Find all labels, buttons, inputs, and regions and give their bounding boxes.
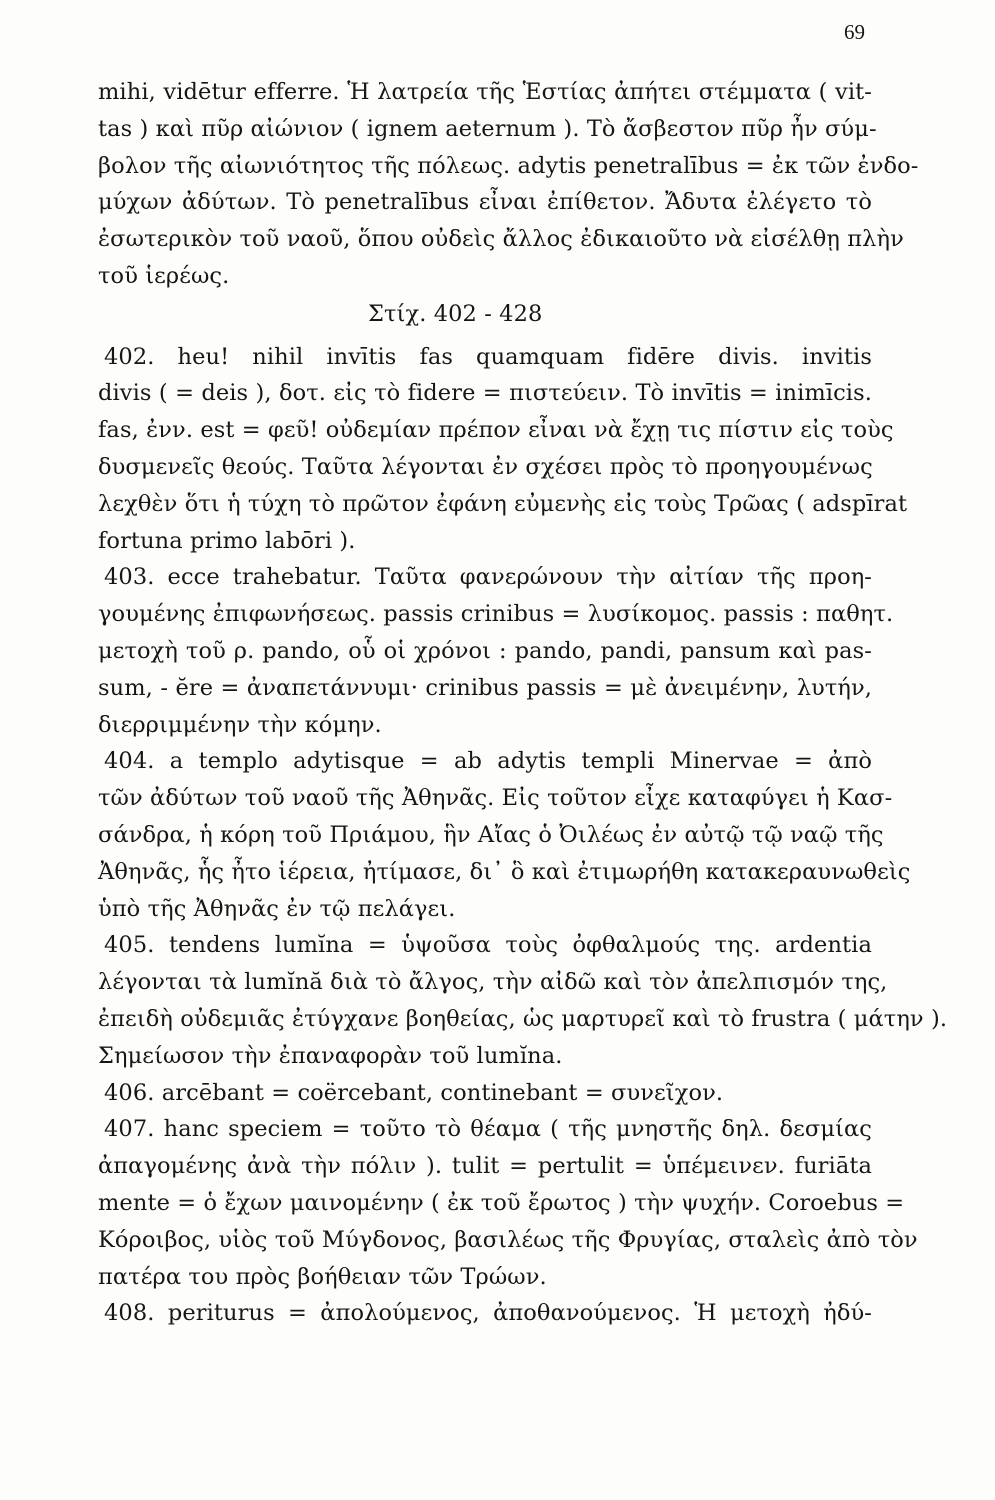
text-line: πατέρα του πρὸς βοήθειαν τῶν Τρώων. [98, 1263, 547, 1290]
text-line: fortuna primo labōri ). [98, 527, 356, 554]
text-line: δυσμενεῖς θεούς. Ταῦτα λέγονται ἐν σχέσει πρὸς τὸ προηγουμένως [98, 453, 873, 480]
verse-note-405: 405. tendens lumĭna = ὑψοῦσα τοὺς ὀφθαλμούς της. ardentia [104, 932, 872, 959]
text-line: μετοχὴ τοῦ ρ. pando, οὗ οἱ χρόνοι : pando, pandi, pansum καὶ pas- [98, 637, 872, 664]
text-line: ἐσωτερικὸν τοῦ ναοῦ, ὅπου οὐδεὶς ἄλλος ἐδικαιοῦτο νὰ εἰσέλθῃ πλὴν [98, 226, 904, 253]
verse-note-406: 406. arcēbant = coërcebant, continebant = συνεῖχον. [104, 1079, 724, 1106]
section-heading: Στίχ. 402 - 428 [368, 300, 543, 327]
text-line: Ἀθηνᾶς, ἧς ἦτο ἱέρεια, ἠτίμασε, δι᾽ ὃ καὶ ἐτιμωρήθη κατακεραυνωθεὶς [98, 858, 911, 885]
text-line: ἐπειδὴ οὐδεμιᾶς ἐτύγχανε βοηθείας, ὡς μαρτυρεῖ καὶ τὸ frustra ( μάτην ). [98, 1005, 948, 1032]
text-line: fas, ἐνν. est = φεῦ! οὐδεμίαν πρέπον εἶναι νὰ ἔχῃ τις πίστιν εἰς τοὺς [98, 417, 894, 444]
text-line: divis ( = deis ), δοτ. εἰς τὸ fidere = πιστεύειν. Τὸ invītis = inimīcis. [98, 380, 872, 407]
text-line: σάνδρα, ἡ κόρη τοῦ Πριάμου, ἣν Αἴας ὁ Ὀιλέως ἐν αὐτῷ τῷ ναῷ τῆς [98, 821, 884, 848]
text-line: γουμένης ἐπιφωνήσεως. passis crinibus = λυσίκομος. passis : παθητ. [98, 601, 894, 628]
verse-note-407: 407. hanc speciem = τοῦτο τὸ θέαμα ( τῆς μνηστῆς δηλ. δεσμίας [104, 1116, 872, 1143]
text-line: ἀπαγομένης ἀνὰ τὴν πόλιν ). tulit = pertulit = ὑπέμεινεν. furiāta [98, 1153, 872, 1180]
verse-note-404: 404. a templo adytisque = ab adytis templi Minervae = ἀπὸ [104, 748, 872, 775]
text-line: Σημείωσον τὴν ἐπαναφορὰν τοῦ lumĭna. [98, 1042, 563, 1069]
text-line: λέγονται τὰ lumĭnă διὰ τὸ ἄλγος, τὴν αἰδῶ καὶ τὸν ἀπελπισμόν της, [98, 969, 888, 996]
text-line: τῶν ἀδύτων τοῦ ναοῦ τῆς Ἀθηνᾶς. Εἰς τοῦτον εἶχε καταφύγει ἡ Κασ- [98, 785, 893, 812]
text-line: mihi, vidētur efferre. Ἡ λατρεία τῆς Ἑστίας ἀπήτει στέμματα ( vit- [98, 79, 872, 105]
text-line: mente = ὁ ἔχων μαινομένην ( ἐκ τοῦ ἔρωτος ) τὴν ψυχήν. Coroebus = [98, 1189, 905, 1216]
verse-note-408: 408. periturus = ἀπολούμενος, ἀποθανούμενος. Ἡ μετοχὴ ἠδύ- [104, 1300, 872, 1327]
text-line: Κόροιβος, υἱὸς τοῦ Μύγδονος, βασιλέως τῆς Φρυγίας, σταλεὶς ἀπὸ τὸν [98, 1226, 918, 1253]
text-line: tas ) καὶ πῦρ αἰώνιον ( ignem aeternum ). Τὸ ἄσβεστον πῦρ ἦν σύμ- [98, 115, 877, 142]
page-body [98, 74, 948, 1332]
text-line: ὑπὸ τῆς Ἀθηνᾶς ἐν τῷ πελάγει. [98, 895, 456, 922]
page-number: 69 [844, 20, 865, 44]
text-line: μύχων ἀδύτων. Τὸ penetralībus εἶναι ἐπίθετον. Ἄδυτα ἐλέγετο τὸ [98, 189, 872, 216]
text-line: λεχθὲν ὅτι ἡ τύχη τὸ πρῶτον ἐφάνη εὐμενὴς εἰς τοὺς Τρῶας ( adspīrat [98, 490, 908, 517]
verse-note-403: 403. ecce trahebatur. Ταῦτα φανερώνουν τὴν αἰτίαν τῆς προη- [104, 564, 872, 591]
text-line: sum, - ĕre = ἀναπετάννυμι· crinibus passis = μὲ ἀνειμένην, λυτήν, [98, 674, 872, 701]
text-line: βολον τῆς αἰωνιότητος τῆς πόλεως. adytis penetralībus = ἐκ τῶν ἐνδο- [98, 152, 919, 179]
text-line: διερριμμένην τὴν κόμην. [98, 711, 382, 738]
verse-note-402: 402. heu! nihil invītis fas quamquam fidēre divis. invitis [104, 343, 872, 370]
text-line: τοῦ ἱερέως. [98, 262, 230, 289]
